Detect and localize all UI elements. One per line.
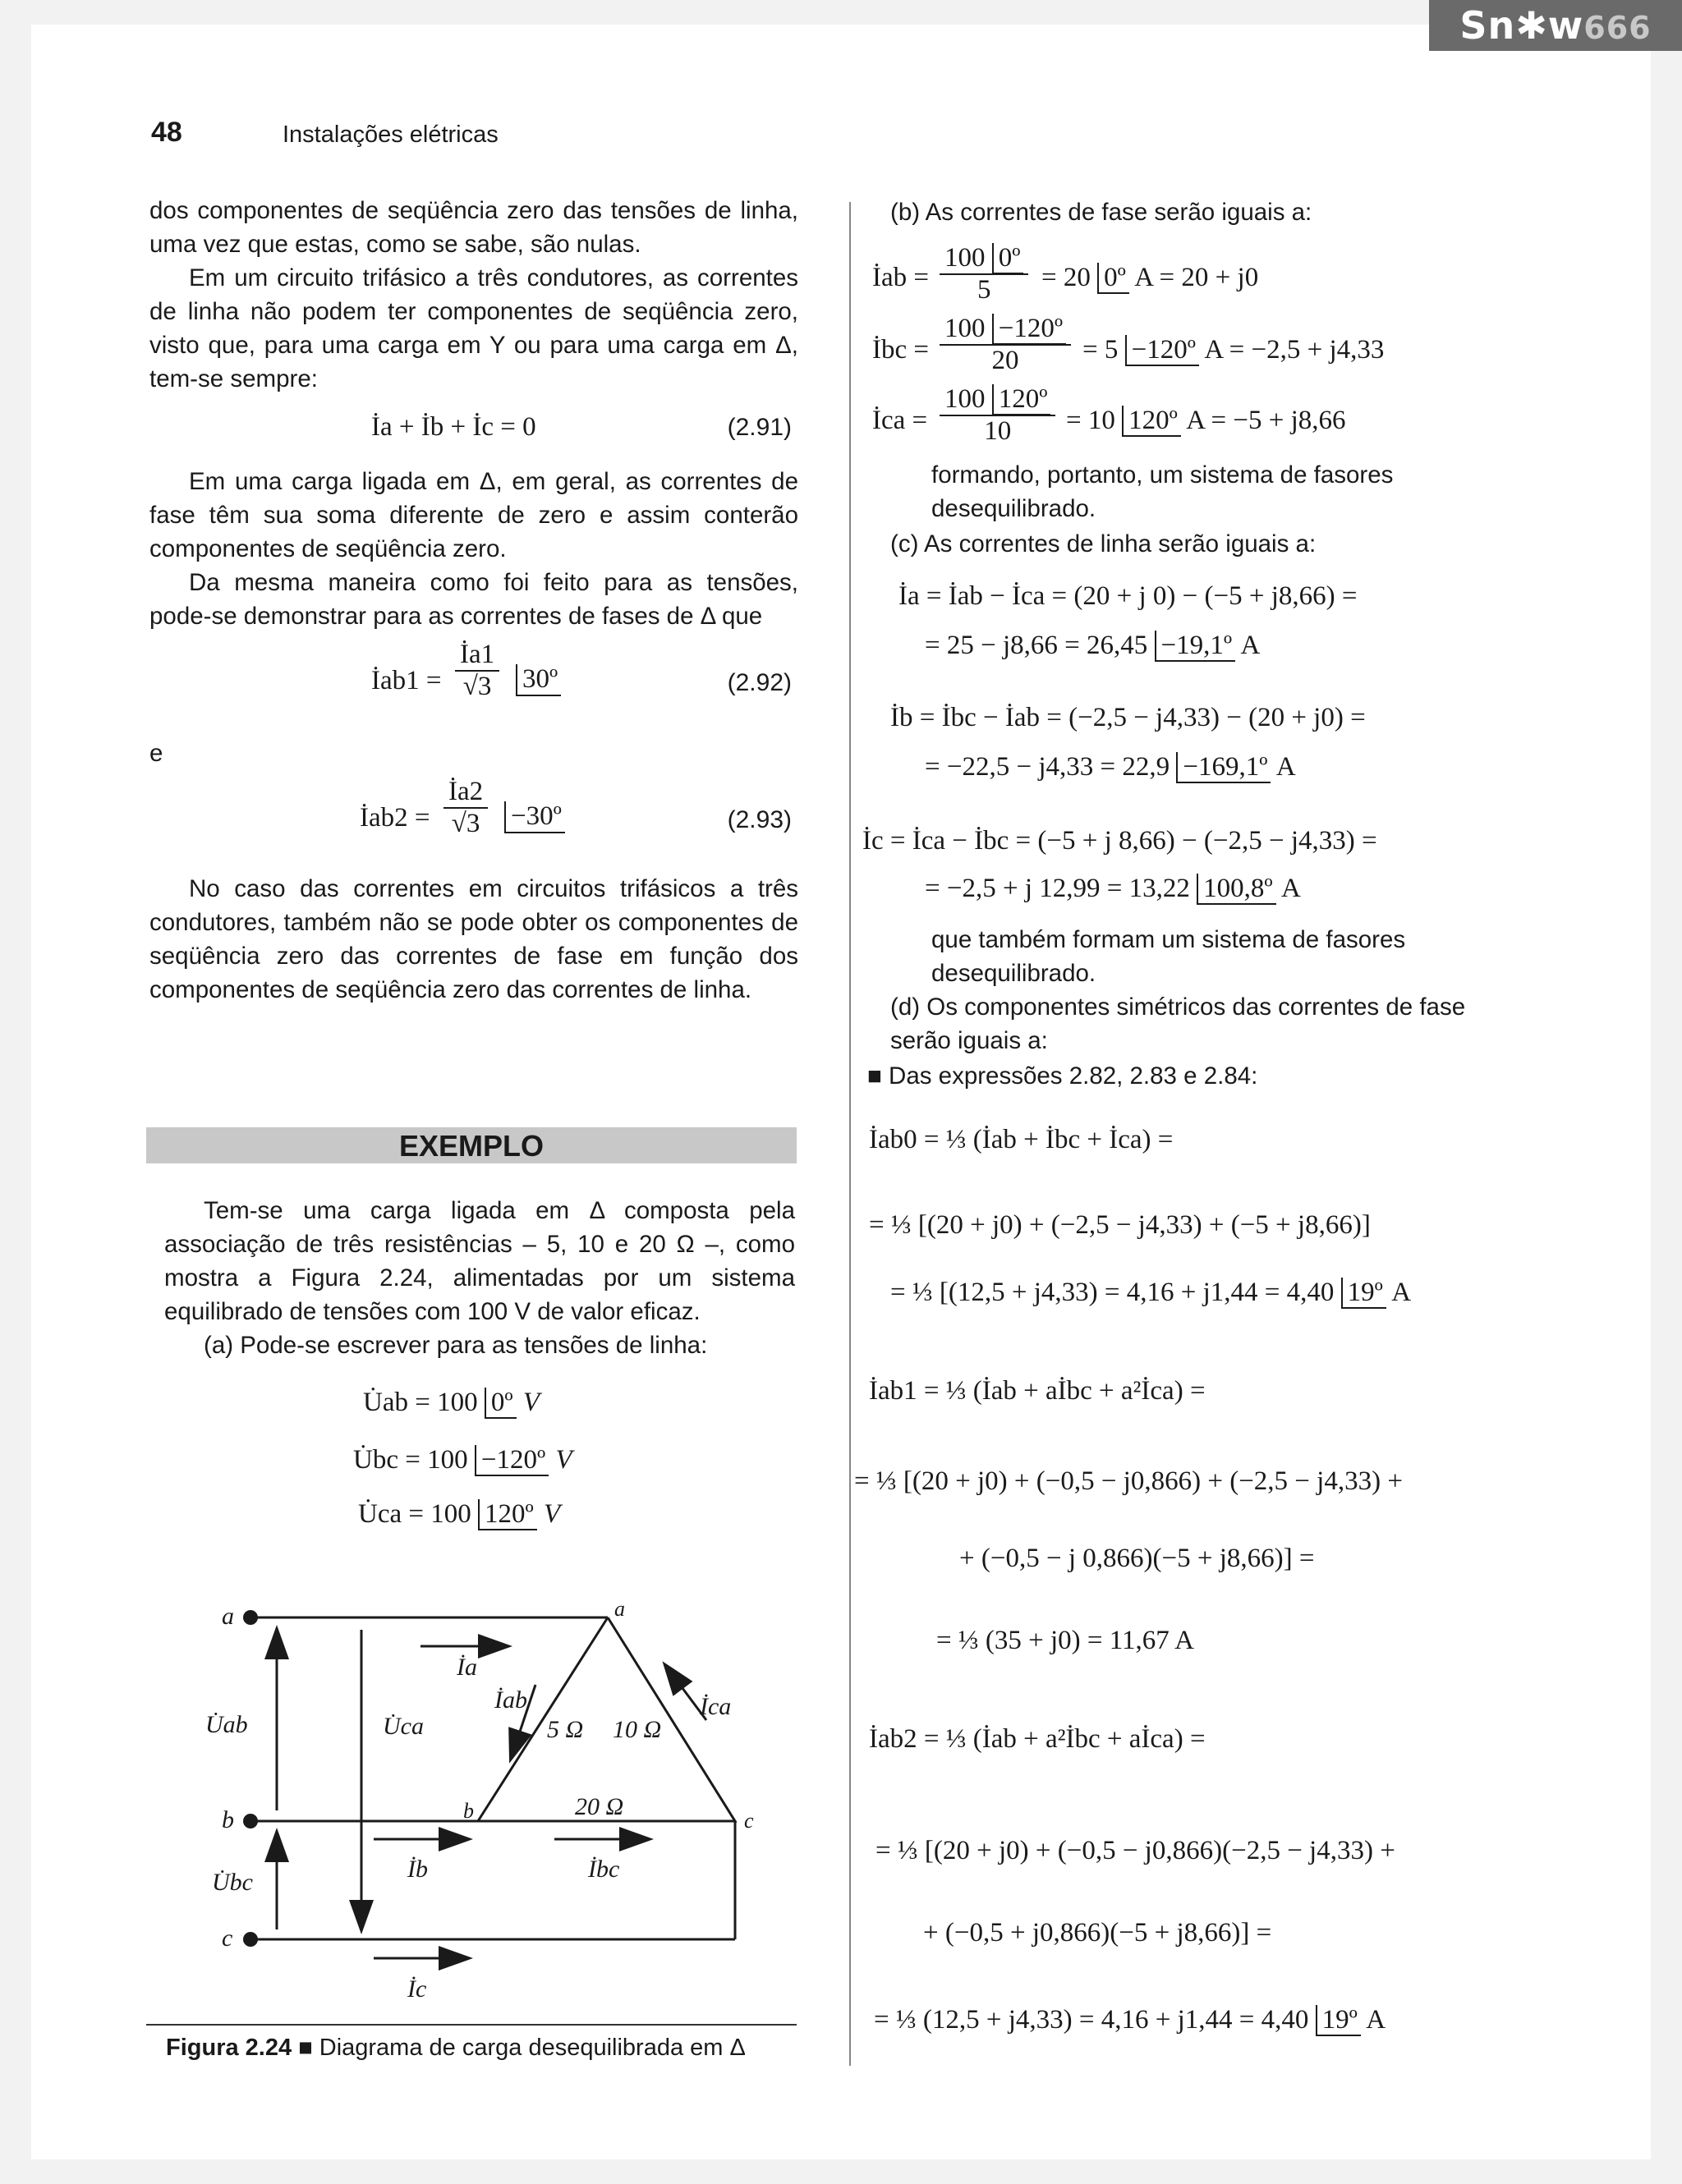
eq-iab2-2: = ⅓ [(20 + j0) + (−0,5 − j0,866)(−2,5 − j4,33) + [875,1836,1395,1865]
paragraph: Em um circuito trifásico a três condutores, as correntes de linha não podem ter componentes de seqüência zero, visto que, para uma carga em Y ou para uma carga em Δ, tem-se sempre: [149,264,798,392]
value: = 10 [1066,406,1123,435]
equation-number: (2.93) [727,806,792,833]
equation: U̇ca = 100 [358,1499,478,1529]
angle: 120º [992,384,1051,415]
eq-iab0-2: = ⅓ [(20 + j0) + (−2,5 − j4,33) + (−5 + j8,66)] [869,1210,1371,1240]
logo-text-end: w [1547,3,1584,48]
node-a [243,1610,258,1625]
equation-number: (2.91) [727,414,792,441]
label-uca: U̇ca [383,1713,424,1740]
paragraph: dos componentes de seqüência zero das tensões de linha, uma vez que estas, como se sabe, são nulas. [149,197,798,258]
paragraph: No caso das correntes em circuitos trifásicos a três condutores, também não se pode obter os componentes de seqüência zero das correntes de fase em função dos componentes de seqüência zero das correntes de linha. [149,875,798,1003]
label-ubc: U̇bc [212,1869,253,1896]
value: = ⅓ (12,5 + j4,33) = 4,16 + j1,44 = 4,40 [874,2005,1316,2035]
label-node-a: a [222,1603,234,1630]
numerator [940,314,1071,346]
eq-iab-lhs: İab = [872,263,929,292]
label-triangle-c: c [744,1809,754,1833]
label-ica: İca [700,1693,732,1720]
label-triangle-a: a [614,1597,625,1621]
intro-b: (b) As correntes de fase serão iguais a: [890,199,1312,226]
value: = 25 − j8,66 = 26,45 [925,631,1155,660]
label-ia: İa [457,1654,477,1681]
label-node-c: c [222,1925,233,1952]
unit: A [1235,631,1261,660]
value: 100 [944,314,992,343]
logo-text: Sn [1459,3,1516,48]
label-ic: İc [407,1975,427,2003]
eq-ia-2 [925,631,1260,661]
angle: 0º [485,1388,517,1419]
eq-iab1-4: = ⅓ (35 + j0) = 11,67 A [936,1626,1195,1655]
numerator: İa1 [455,640,499,672]
eq-ica-lhs: İca = [872,406,928,435]
angle: −19,1º [1155,631,1236,662]
circuit-diagram [0,0,846,2085]
value: = −22,5 − j4,33 = 22,9 [925,752,1177,782]
angle: 0º [1097,263,1129,294]
angle: −30º [504,801,565,833]
equation-lhs: İab1 = [371,666,442,695]
angle: 19º [1341,1278,1386,1309]
value: 100 [944,384,992,414]
eq-ib-1: İb = İbc − İab = (−2,5 − j4,33) − (20 + j0) = [890,703,1366,732]
label-node-b: b [222,1806,234,1833]
denominator: 5 [977,275,991,305]
eq-iab2-4 [874,2005,1386,2035]
denominator: √3 [462,672,492,701]
intro-c: (c) As correntes de linha serão iguais a: [890,530,1317,557]
unit: A [1386,1278,1412,1307]
denominator: 20 [991,346,1019,375]
conclusion-b: formando, portanto, um sistema de fasores desequilibrado. [931,461,1394,522]
logo-number: 666 [1583,10,1652,46]
column-divider [849,202,851,2066]
angle: 100,8º [1197,874,1275,905]
figure-caption [166,2035,746,2062]
angle: −120º [992,314,1066,345]
value: A = 20 + j0 [1128,263,1259,292]
eq-iab0-1: İab0 = ⅓ (İab + İbc + İca) = [869,1125,1174,1154]
value: = ⅓ [(12,5 + j4,33) = 4,16 + j1,44 = 4,40 [890,1278,1341,1307]
caption-label: Figura 2.24 [166,2035,292,2061]
eq-iab1-1: İab1 = ⅓ (İab + aİbc + a²İca) = [869,1376,1206,1406]
value: A = −5 + j8,66 [1180,406,1346,435]
eq-ic-1: İc = İca − İbc = (−5 + j 8,66) − (−2,5 − j4,33) = [862,826,1377,856]
eq-iab2-3: + (−0,5 + j0,866)(−5 + j8,66)] = [923,1918,1272,1948]
equation: U̇ab = 100 [363,1388,485,1417]
angle: 120º [1122,406,1181,437]
denominator: √3 [451,809,480,838]
unit: V [522,1388,540,1417]
example-heading: EXEMPLO [146,1127,797,1163]
label-r2: 10 Ω [613,1716,662,1743]
conclusion-c: que também formam um sistema de fasores desequilibrado. [931,926,1406,987]
bullet-expressions: ■ Das expressões 2.82, 2.83 e 2.84: [867,1062,1258,1090]
value: = −2,5 + j 12,99 = 13,22 [925,874,1197,903]
watermark-logo [1429,0,1682,51]
paragraph: Em uma carga ligada em Δ, em geral, as correntes de fase têm sua soma diferente de zero e assim conterão componentes de seqüência zero. [149,468,798,562]
label-r1: 5 Ω [547,1716,584,1743]
angle: −120º [1125,335,1199,366]
unit: V [543,1499,561,1529]
angle: 120º [478,1499,537,1530]
conjunction: e [149,740,163,767]
angle: 30º [516,664,561,696]
angle: −120º [475,1445,549,1476]
node-b [243,1814,258,1828]
value: = 20 [1041,263,1098,292]
value: 100 [944,243,992,273]
caption-rule [146,2024,797,2026]
value: = 5 [1082,335,1125,365]
label-uab: U̇ab [205,1711,248,1738]
eq-iab-fraction [940,243,1028,305]
eq-iab-rhs [1041,263,1258,293]
paragraph: Da mesma maneira como foi feito para as tensões, pode-se demonstrar para as correntes de fases de Δ que [149,569,798,630]
label-r3: 20 Ω [575,1793,624,1820]
equation-lhs: İab2 = [360,803,430,833]
unit: A [1271,752,1296,782]
numerator [940,243,1028,275]
angle: 0º [992,243,1024,274]
eq-iab2-1: İab2 = ⅓ (İab + a²İbc + aİca) = [869,1724,1206,1754]
angle: 19º [1316,2005,1361,2036]
unit: V [555,1445,572,1475]
denominator: 10 [984,416,1012,446]
eq-ica-fraction [940,384,1055,447]
eq-ibc-lhs: İbc = [872,335,929,365]
eq-ica-rhs [1066,406,1346,436]
running-title: Instalações elétricas [283,122,499,148]
equation: U̇bc = 100 [353,1445,475,1475]
eq-ia-1: İa = İab − İca = (20 + j 0) − (−5 + j8,66) = [898,581,1358,611]
label-ibc: İbc [588,1856,620,1883]
page-number: 48 [151,117,182,148]
label-ib: İb [407,1856,428,1883]
eq-ic-2 [925,874,1301,904]
intro-d: (d) Os componentes simétricos das correntes de fase serão iguais a: [890,993,1466,1054]
eq-iab1-2: = ⅓ [(20 + j0) + (−0,5 − j0,866) + (−2,5 − j4,33) + [854,1466,1403,1496]
value: A = −2,5 + j4,33 [1198,335,1385,365]
unit: A [1275,874,1301,903]
eq-ibc-fraction [940,314,1071,376]
equation: İa + İb + İc = 0 [371,412,536,442]
eq-iab1-3: + (−0,5 − j 0,866)(−5 + j8,66)] = [959,1544,1315,1573]
logo-snowflake-icon: ✱ [1515,3,1548,48]
node-c [243,1932,258,1947]
label-triangle-b: b [463,1799,474,1823]
eq-ib-2 [925,752,1296,782]
delta-triangle [478,1617,735,1821]
angle: −169,1º [1176,752,1271,783]
paragraph: Tem-se uma carga ligada em Δ composta pela associação de três resistências – 5, 10 e 20 Ω –, como mostra a Figura 2.24, alimentadas por um sistema equilibrado de tensões com 100 V de valor eficaz. [164,1197,795,1325]
equation-number: (2.92) [727,669,792,696]
eq-iab0-3 [890,1278,1411,1308]
label-iab: İab [494,1686,527,1714]
eq-ibc-rhs [1082,335,1384,365]
numerator: İa2 [443,777,488,809]
numerator [940,384,1055,416]
paragraph: (a) Pode-se escrever para as tensões de linha: [204,1332,708,1359]
caption-text: ■ Diagrama de carga desequilibrada em Δ [292,2035,746,2061]
unit: A [1360,2005,1386,2035]
